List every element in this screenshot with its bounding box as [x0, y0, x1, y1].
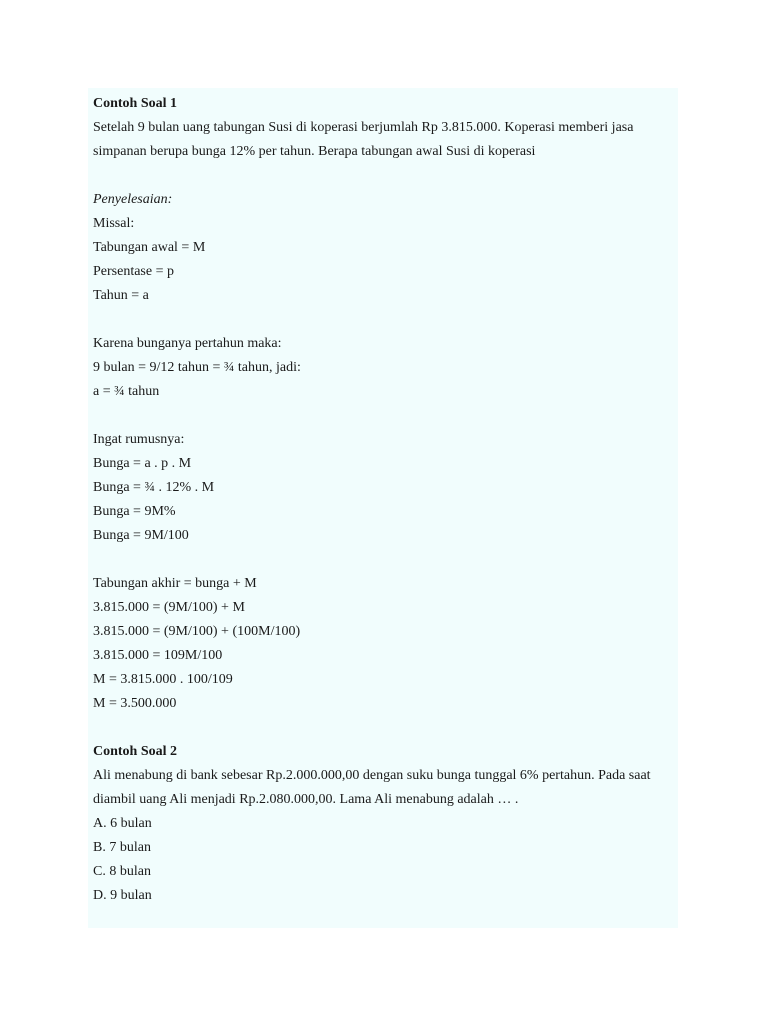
- tabungan-line: Tabungan akhir = bunga + M: [93, 576, 257, 591]
- soal1-title: Contoh Soal 1: [93, 96, 178, 111]
- soal2-question-line: Ali menabung di bank sebesar Rp.2.000.000,00 dengan suku bunga tunggal 6% pertahun. Pada saat: [93, 768, 651, 783]
- karena-line: 9 bulan = 9/12 tahun = ¾ tahun, jadi:: [93, 360, 301, 375]
- tabungan-line: 3.815.000 = (9M/100) + (100M/100): [93, 624, 301, 639]
- soal1-question-line: Setelah 9 bulan uang tabungan Susi di koperasi berjumlah Rp 3.815.000. Koperasi memberi jasa: [93, 120, 634, 135]
- answer-option: D. 9 bulan: [93, 888, 152, 903]
- rumus-line: Ingat rumusnya:: [93, 432, 185, 447]
- document-body: [93, 92, 673, 908]
- missal-line: Tabungan awal = M: [93, 240, 206, 255]
- tabungan-line: 3.815.000 = 109M/100: [93, 648, 223, 663]
- spacer: [93, 308, 673, 332]
- missal-line: Persentase = p: [93, 264, 174, 279]
- spacer: [93, 404, 673, 428]
- tabungan-line: M = 3.500.000: [93, 696, 177, 711]
- soal1-question-line: simpanan berupa bunga 12% per tahun. Berapa tabungan awal Susi di koperasi: [93, 144, 536, 159]
- rumus-line: Bunga = ¾ . 12% . M: [93, 480, 215, 495]
- rumus-line: Bunga = 9M/100: [93, 528, 189, 543]
- karena-line: a = ¾ tahun: [93, 384, 160, 399]
- tabungan-line: M = 3.815.000 . 100/109: [93, 672, 233, 687]
- spacer: [93, 164, 673, 188]
- answer-option: B. 7 bulan: [93, 840, 151, 855]
- spacer: [93, 716, 673, 740]
- rumus-line: Bunga = a . p . M: [93, 456, 192, 471]
- soal2-question-line: diambil uang Ali menjadi Rp.2.080.000,00. Lama Ali menabung adalah … .: [93, 792, 519, 807]
- missal-line: Missal:: [93, 216, 135, 231]
- spacer: [93, 548, 673, 572]
- tabungan-line: 3.815.000 = (9M/100) + M: [93, 600, 245, 615]
- karena-line: Karena bunganya pertahun maka:: [93, 336, 282, 351]
- soal2-title: Contoh Soal 2: [93, 744, 178, 759]
- missal-line: Tahun = a: [93, 288, 149, 303]
- answer-option: C. 8 bulan: [93, 864, 151, 879]
- solution-label: Penyelesaian:: [93, 192, 173, 207]
- answer-option: A. 6 bulan: [93, 816, 152, 831]
- rumus-line: Bunga = 9M%: [93, 504, 176, 519]
